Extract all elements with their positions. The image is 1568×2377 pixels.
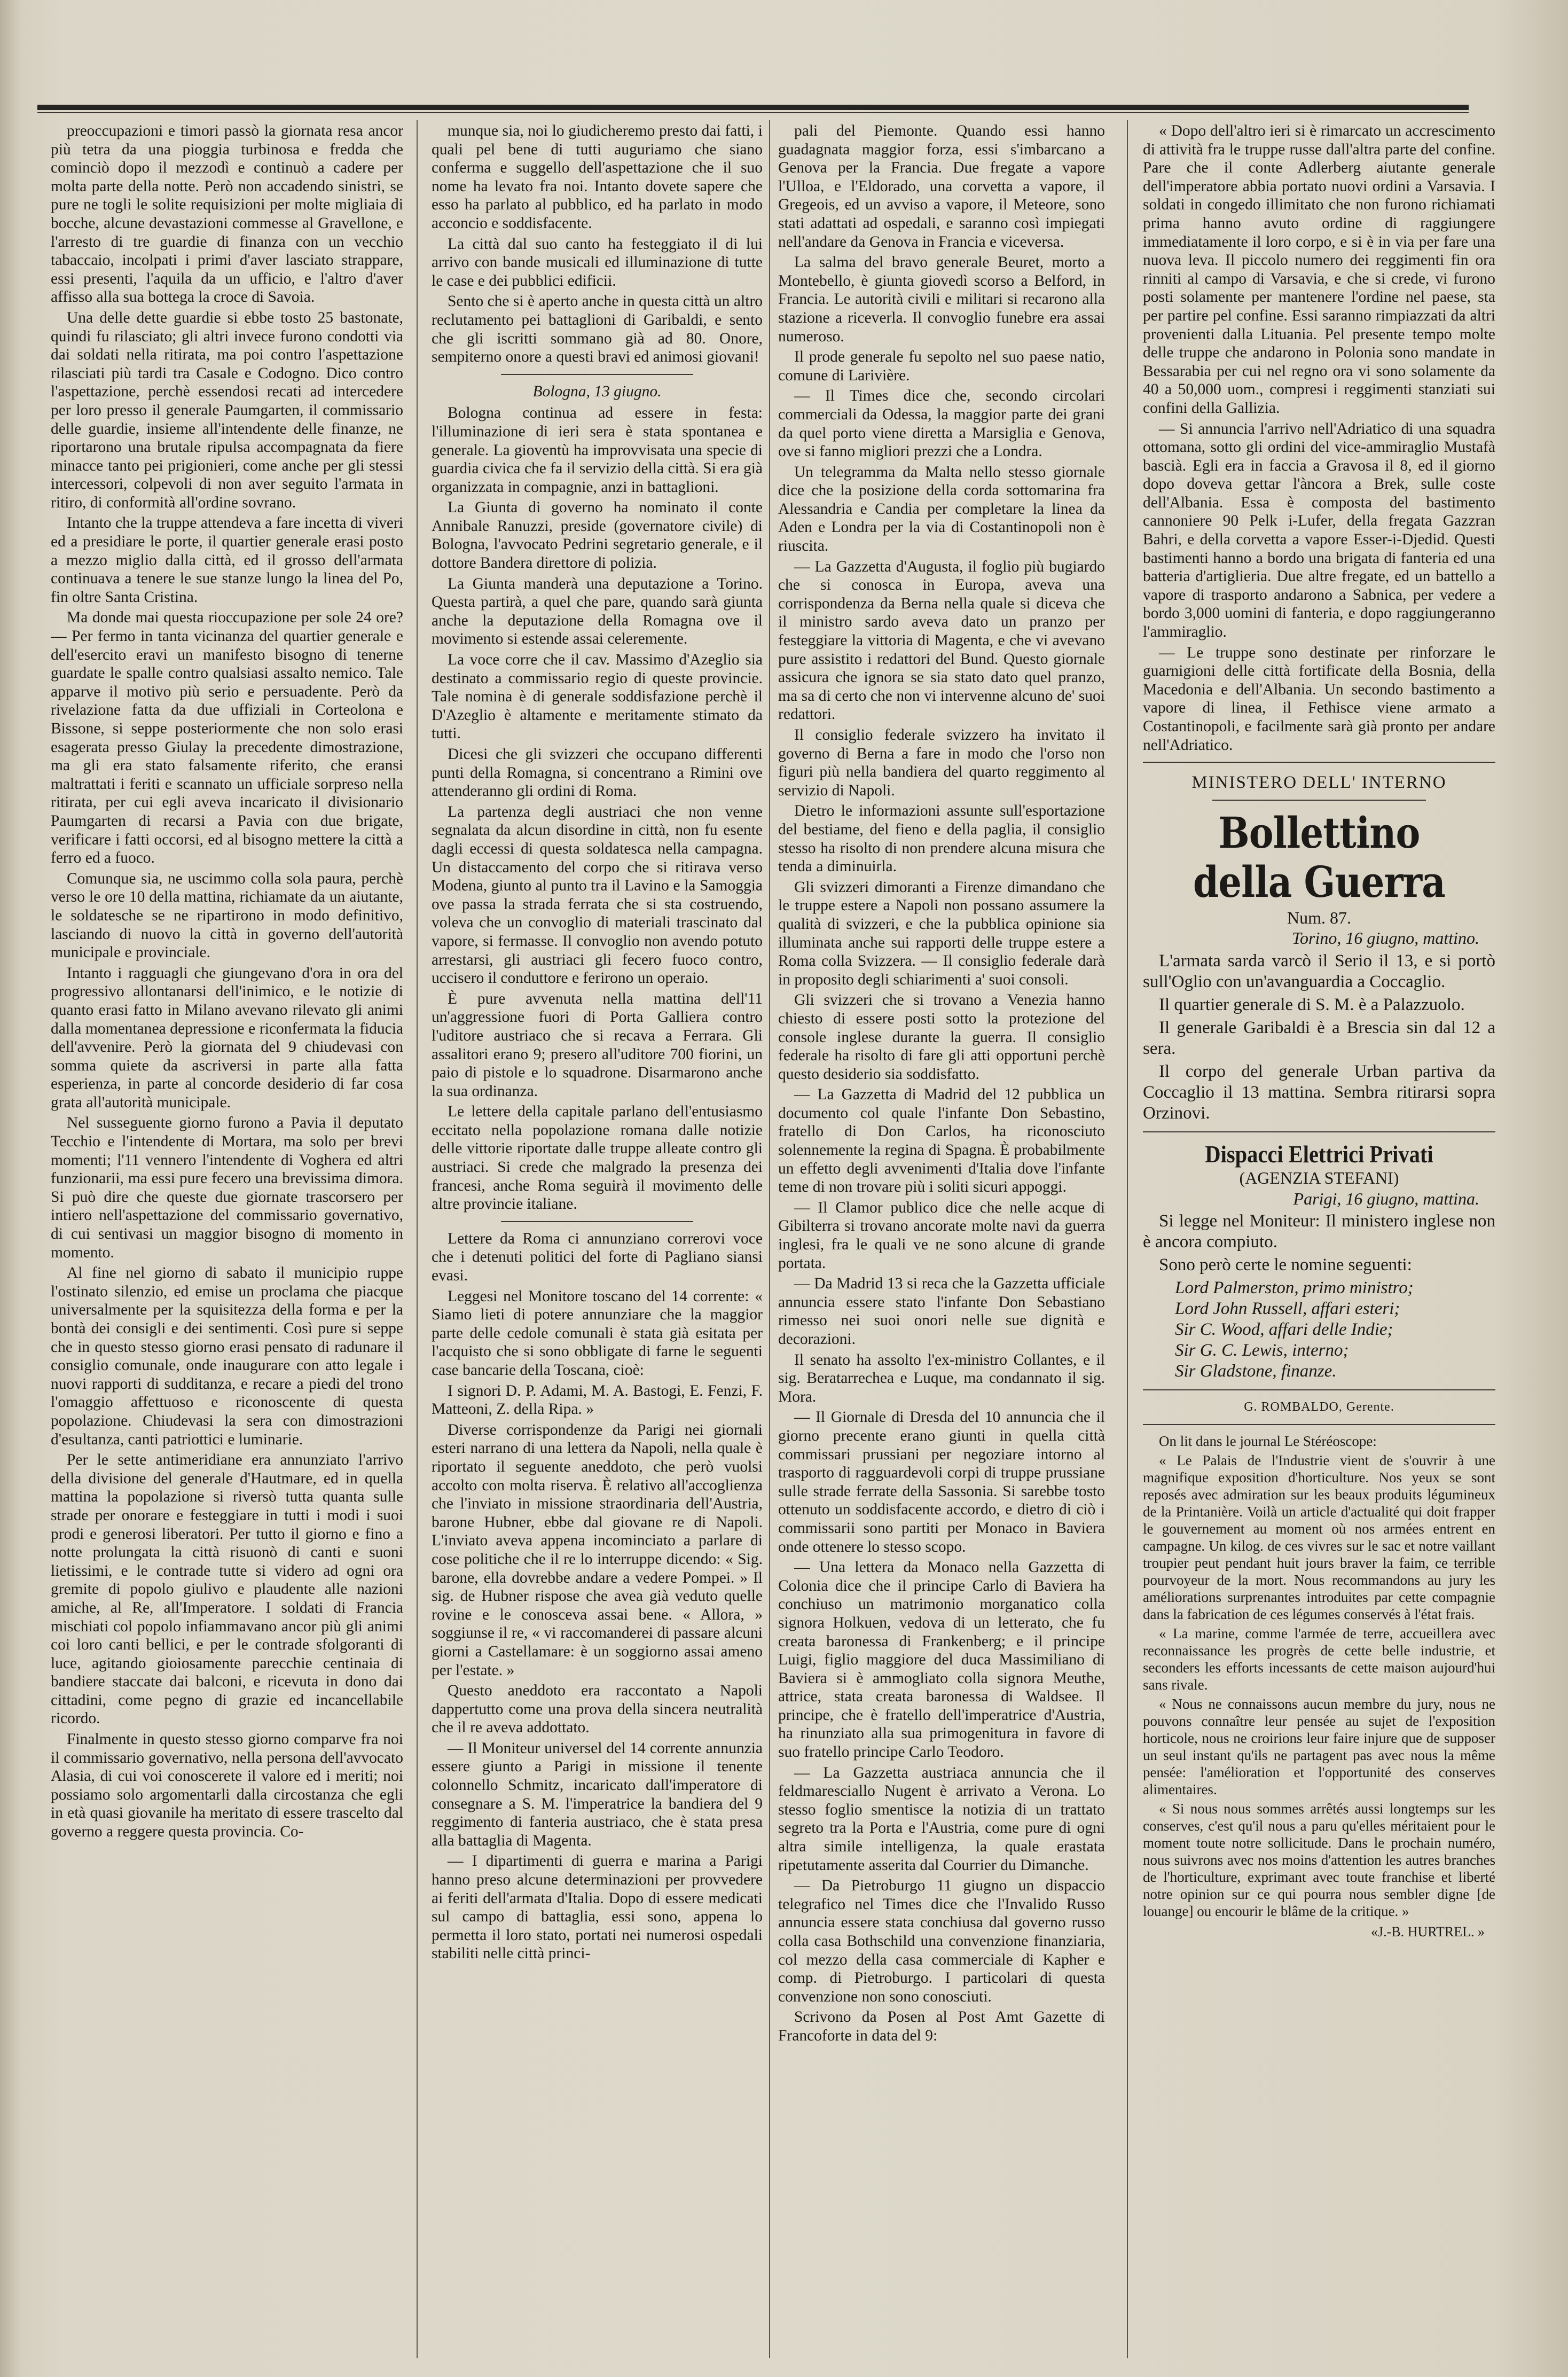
paragraph: — Da Madrid 13 si reca che la Gazzetta ufficiale annuncia essere stato l'infante Don Sebastiano rimesso nei suoi onori nelle sue dignità e decorazioni.	[778, 1275, 1105, 1348]
dateline-bologna: Bologna, 13 giugno.	[532, 382, 662, 400]
paragraph: È pure avvenuta nella mattina dell'11 un'aggressione fuori di Porta Galliera contro l'uditore austriaco che si recava a Ferrara. Gli assalitori erano 9; presero all'uditore 700 fiorini, un paio di pistole e lo squadrone. Disarmarono anche la sua ordinanza.	[432, 990, 763, 1100]
paragraph: — La Gazzetta d'Augusta, il foglio più bugiardo che si conosca in Europa, aveva una corrispondenza da Berna nella quale si diceva che il ministro sardo aveva dato un pranzo per festeggiare la vittoria di Magenta, e che vi avevano pure assistito i redattori del Bund. Questo giornale assicura che ignora se sia stato dato quel pranzo, ma sa di certo che non vi intervenne alcuno de' suoi redattori.	[778, 558, 1105, 723]
paragraph: — Una lettera da Monaco nella Gazzetta di Colonia dice che il principe Carlo di Baviera ha conchiuso un matrimonio morganatico colla signora Holkuen, vedova di un letterato, che fu creata baronessa di Frankenberg; e il principe Luigi, figlio maggiore del duca Massimiliano di Baviera si è ammogliato colla signora Meuthe, attrice, stata creata baronessa di Waldsee. Il principe, che è fratello dell'imperatrice d'Austria, ha rinunziato alla sua primogenitura in favore di suo fratello principe Carlo Teodoro.	[778, 1559, 1105, 1761]
paragraph: Il consiglio federale svizzero ha invitato il governo di Berna a fare in modo che l'orso non figuri più nella bandiera del quarto reggimento al servizio di Napoli.	[778, 726, 1105, 799]
paragraph: — La Gazzetta austriaca annuncia che il feldmaresciallo Nugent è arrivato a Verona. Lo stesso foglio smentisce la notizia di un trattato segreto tra la Porta e l'Austria, come pure di ogni altra simile intelligenza, la quale erastata ripetutamente asserita dal Courrier du Dimanche.	[778, 1764, 1105, 1874]
minister-name: Sir Gladstone, finanze.	[1175, 1362, 1337, 1381]
paragraph: Per le sette antimeridiane era annunziato l'arrivo della divisione del generale d'Hautmare, ed in quella mattina la popolazione si riversò tutta quanta sulle strade per onorare e festeggiare in tutti i modi i suoi prodi e generosi liberatori. Per tutto il giorno e fino a notte prolungata la città risuonò di canti e suoni lietissimi, e le contrade tutte si videro ad ogni ora gremite di popolo giulivo e plaudente alle nazioni amiche, al Re, all'Imperatore. I soldati di Francia mischiati col popolo infiammavano ancor più gli animi coi loro canti bellici, e per le contrade sfolgoranti di luce, agitando gioiosamente parecchie centinaia di bandiere staccate dai balconi, e ricevuta in dono dai cittadini, come pegno di grazie ed incancellabile ricordo.	[51, 1451, 403, 1727]
paragraph: La partenza degli austriaci che non venne segnalata da alcun disordine in città, non fu esente dagli eccessi di questa soldatesca nella campagna. Un distaccamento del corpo che si ritirava verso Modena, giunto al punto tra il Lavino e la Samoggia ove passa la strada ferrata che si sta costruendo, voleva che un convoglio di materiali trascinato dal vapore, si fermasse. Il convoglio non avendo potuto arrestarsi, gli austriaci gli fecero fuoco contro, uccisero il conduttore e ferirono un operaio.	[432, 803, 763, 987]
minister-name: Lord John Russell, affari esteri;	[1175, 1299, 1400, 1319]
paragraph: Dicesi che gli svizzeri che occupano differenti punti della Romagna, si concentrano a Rimini ove attenderanno gli ordini di Roma.	[432, 746, 763, 800]
top-rule-thin	[37, 112, 1469, 113]
paragraph: La Giunta di governo ha nominato il conte Annibale Ranuzzi, preside (governatore civile) di Bologna, l'avvocato Pedrini segretario generale, e il dottore Bandera direttore di polizia.	[432, 499, 763, 572]
section-rule	[1143, 1131, 1495, 1132]
section-rule	[501, 1221, 693, 1222]
dispatch-paragraph: Sono però certe le nomine seguenti:	[1159, 1255, 1412, 1275]
section-rule	[1212, 800, 1426, 801]
paragraph: « Dopo dell'altro ieri si è rimarcato un accrescimento di attività fra le truppe russe dall'altra parte del confine. Pare che il conte Adlerberg aiutante generale dell'imperatore abbia portato nuovi ordini a Varsavia. I soldati in congedo illimitato che non furono richiamati prima hanno avuto ordine di raggiungere immediatamente il loro corpo, e si è in via per fare una nuova leva. Il piccolo numero dei reggimenti fin ora rinniti al campo di Varsavia, e che si crede, vi furono posti solamente per mantenere l'ordine nel paese, sta per partire pel confine. Essi saranno rimpiazzati da altri provenienti dalla Lituania. Pel presente tempo molte delle truppe che andarono in Polonia sono mandate in Bessarabia per cui nel regno ora vi sono solamente da 40 a 50,000 uom., compresi i reggimenti stanziati sui confini della Gallizia.	[1143, 122, 1495, 417]
section-rule	[1143, 1424, 1495, 1425]
paragraph: — La Gazzetta di Madrid del 12 pubblica un documento col quale l'infante Don Sebastino, fratello di Don Carlos, ha riconosciuto solennemente la regina di Spagna. È probabilmente un effetto degli avvenimenti d'Italia dove l'infante teme di non trovare più i soliti sicuri appoggi.	[778, 1086, 1105, 1196]
column-divider	[1127, 120, 1128, 2358]
bulletin-title: Bollettino della Guerra	[1193, 807, 1445, 907]
ministry-heading: MINISTERO DELL' INTERNO	[1191, 773, 1447, 793]
bulletin-paragraph: L'armata sarda varcò il Serio il 13, e si portò sull'Oglio con un'avanguardia a Coccaglio.	[1143, 951, 1495, 991]
paragraph: — Si annuncia l'arrivo nell'Adriatico di una squadra ottomana, sotto gli ordini del vice-ammiraglio Mustafà bascià. Egli era in faccia a Gravosa il 8, ed il giorno dopo doveva gettar l'àncora a Brek, sulle coste dell'Albania. Essa è composta del bastimento cannoniere 90 Pelk i-Lufer, della fregata Gazzran Bahri, e della corvetta a vapore Esser-i-Djedid. Questi bastimenti hanno a bordo una brigata di fanteria ed una batteria d'artiglieria. Due altre fregate, ed un battello a vapore di trasporto andarono a Sabnica, per vedere a bordo 3,000 uomini di fanteria, e dopo raggiungeranno l'ammiraglio.	[1143, 420, 1495, 641]
paragraph: Dietro le informazioni assunte sull'esportazione del bestiame, del fieno e della paglia, il consiglio stesso ha risolto di non prendere alcuna misura che tenda a diminuirla.	[778, 802, 1105, 875]
paragraph: Il senato ha assolto l'ex-ministro Collantes, e il sig. Beratarrechea e Luque, ma condannato il sig. Mora.	[778, 1351, 1105, 1405]
french-paragraph: On lit dans le journal Le Stéréoscope:	[1159, 1433, 1377, 1449]
paragraph: Un telegramma da Malta nello stesso giornale dice che la posizione della corda sottomarina fra Alessandria e Candia per completare la linea da Aden e Londra per la via di Costantinopoli non è riuscita.	[778, 463, 1105, 555]
column-divider	[769, 120, 770, 2358]
paragraph: — Il Times dice che, secondo circolari commerciali da Odessa, la maggior parte dei grani da quel porto viene diretta a Marsiglia e Genova, ove si fanno migliori prezzi che a Londra.	[778, 387, 1105, 460]
section-rule	[1143, 1389, 1495, 1390]
french-paragraph: « Si nous nous sommes arrêtés aussi longtemps sur les conserves, c'est qu'il nous a paru qu'elles méritaient pour le moment toute notre sollicitude. Dans le prochain numéro, nous suivrons avec nos moins d'attention les autres branches de l'horticulture, exprimant avec toute franchise et liberté notre opinion sur ce qui pourra nous sembler digne [de louange] ou encourir le blâme de la critique. »	[1143, 1800, 1495, 1919]
paragraph: Le lettere della capitale parlano dell'entusiasmo eccitato nella popolazione romana dalle notizie delle vittorie riportate dalle truppe alleate contro gli austriaci. Si crede che malgrado la presenza dei francesi, anche Roma seguirà il movimento delle altre provincie italiane.	[432, 1103, 763, 1213]
paragraph: La voce corre che il cav. Massimo d'Azeglio sia destinato a commissario regio di queste provincie. Tale nomina è di generale soddisfazione perchè il D'Azeglio è altamente e meritamente stimato da tutti.	[432, 651, 763, 742]
paragraph: Questo aneddoto era raccontato a Napoli dappertutto come una prova della sincera neutralità che il re aveva addottato.	[432, 1682, 763, 1737]
column-4	[1143, 122, 1495, 2355]
paragraph: Scrivono da Posen al Post Amt Gazette di Francoforte in data del 9:	[778, 2008, 1105, 2044]
editor-signature: G. ROMBALDO, Gerente.	[1244, 1400, 1394, 1414]
agency-label: (AGENZIA STEFANI)	[1239, 1168, 1399, 1187]
paragraph: munque sia, noi lo giudicheremo presto dai fatti, i quali pel bene di tutti auguriamo che siano conferma e suggello dell'aspettazione che il suo nome ha levato fra noi. Intanto dovete sapere che esso ha parlato al pubblico, ed ha parlato in modo acconcio e soddisfacente.	[432, 122, 763, 232]
paragraph: — Il Clamor publico dice che nelle acque di Gibilterra si trovano ancorate molte navi da guerra inglesi, fra le quali ve ne sono alcune di grande portata.	[778, 1199, 1105, 1272]
paragraph: Comunque sia, ne uscimmo colla sola paura, perchè verso le ore 10 della mattina, richiamate da un aiutante, le soldatesche se ne ripartirono in modo definitivo, lasciando di nuovo la città in governo dell'autorità municipale e provinciale.	[51, 870, 403, 961]
paragraph: — Il Moniteur universel del 14 corrente annunzia essere giunto a Parigi in missione il tenente colonnello Schmitz, incaricato dall'imperatore di consegnare a S. M. l'imperatrice la bandiera del 9 reggimento di fanteria austriaco, che è stata presa alla battaglia di Magenta.	[432, 1739, 763, 1849]
paragraph: preoccupazioni e timori passò la giornata resa ancor più tetra da una pioggia turbinosa e fredda che cominciò dopo il mezzodì e continuò a cadere per molta parte della notte. Però non accadendo sinistri, se pure ne togli le solite requisizioni per molte migliaia di bocche, alcune devastazioni commesse al Gravellone, e l'arresto di tre guardie di finanza con un vecchio tabaccaio, incolpati i primi d'aver lasciato strappare, essi presenti, l'aquila da un ufficio, e l'altro d'aver affisso alla sua bottega la croce di Savoia.	[51, 122, 403, 306]
paragraph: — Le truppe sono destinate per rinforzare le guarnigioni delle città fortificate della Bosnia, della Macedonia e dell'Albania. Un secondo bastimento a vapore di linea, il Fethisce viene armato a Costantinopoli, e facilmente sarà già pronto per andare nell'Adriatico.	[1143, 644, 1495, 754]
dispatches-title: Dispacci Elettrici Privati	[1205, 1140, 1433, 1168]
french-signature: «J.-B. HURTREL. »	[1371, 1924, 1485, 1940]
french-paragraph: « La marine, comme l'armée de terre, accueillera avec reconnaissance les progrès de cette belle industrie, et seconders les efforts incessants de cette maison aujourd'hui sans rivale.	[1143, 1625, 1495, 1693]
column-3	[778, 122, 1105, 2355]
paragraph: Finalmente in questo stesso giorno comparve fra noi il commissario governativo, nella persona dell'avvocato Alasia, di cui voi conoscerete il valore ed i meriti; noi possiamo solo argomentarli dalla circostanza che egli in età quasi giovanile ha meritato di essere trascelto dal governo a reggere questa provincia. Co-	[51, 1731, 403, 1841]
section-rule	[1143, 762, 1495, 763]
section-rule	[501, 374, 693, 375]
paragraph: Il prode generale fu sepolto nel suo paese natio, comune di Larivière.	[778, 348, 1105, 384]
paragraph: — Da Pietroburgo 11 giugno un dispaccio telegrafico nel Times dice che l'Invalido Russo annuncia essere stata conchiusa dal governo russo colla casa Bothschild una convenzione finanziaria, col mezzo della casa commerciale di Kapher e comp. di Pietroburgo. I particolari di questa convenzione non sono conosciuti.	[778, 1877, 1105, 2005]
paragraph: I signori D. P. Adami, M. A. Bastogi, E. Fenzi, F. Matteoni, Z. della Ripa. »	[432, 1382, 763, 1418]
paragraph: Leggesi nel Monitore toscano del 14 corrente: « Siamo lieti di potere annunziare che la maggior parte delle cedole comunali è stata già esitata per l'acquisto che si sono obbligate di farne le seguenti case bancarie della Toscana, cioè:	[432, 1287, 763, 1379]
column-1	[51, 122, 403, 2355]
minister-name: Lord Palmerston, primo ministro;	[1175, 1278, 1414, 1298]
paragraph: Ma donde mai questa rioccupazione per sole 24 ore? — Per fermo in tanta vicinanza del quartier generale e dell'esercito eravi un manifesto bisogno di tenerne guardate le spalle contro qualsiasi assalto nemico. Tale apparve il motivo più serio e persuadente. Però da rivelazione fatta da due uffiziali in Corteolona e Bissone, si seppe posteriormente che non solo erasi esagerata presso Giulay la precedente dimostrazione, ma gli era stato falsamente riferito, che eransi maltrattati i feriti e scannato un ufficiale sorpreso nella ritirata, per cui egli aveva incaricato il divisionario Paumgarten di recarsi a Pavia con due brigate, verificare i fatti occorsi, ed al bisogno mettere la città a ferro ed a fuoco.	[51, 609, 403, 867]
paragraph: La salma del bravo generale Beuret, morto a Montebello, è giunta giovedì scorso a Belford, in Francia. Le autorità civili e militari si recarono alla stazione a riceverla. Il convoglio funebre era assai numeroso.	[778, 254, 1105, 345]
top-rule	[37, 105, 1469, 110]
paragraph: Sento che si è aperto anche in questa città un altro reclutamento pei battaglioni di Garibaldi, e sento che gli iscritti sommano già ad 80. Onore, sempiterno onore a questi bravi ed animosi giovani!	[432, 293, 763, 366]
paragraph: Intanto i ragguagli che giungevano d'ora in ora del progressivo allontanarsi dell'inimico, e le notizie di quanto erasi fatto in Milano avevano rilevato gli animi dalla momentanea depressione e riconfermata la fiducia dell'avvenire. Però la giornata del 9 chiudevasi con somma quiete da ascriversi in parte alla fatta esperienza, in parte al concorde desiderio di far cosa grata all'autorità municipale.	[51, 964, 403, 1111]
bulletin-number: Num. 87.	[1287, 908, 1351, 927]
paragraph: — I dipartimenti di guerra e marina a Parigi hanno preso alcune determinazioni per provvedere ai feriti dell'armata d'Italia. Dopo di essere medicati sul campo di battaglia, essi sono, appena lo permetta il loro stato, portati nei numerosi ospedali stabiliti nelle città princi-	[432, 1852, 763, 1962]
french-paragraph: « Nous ne connaissons aucun membre du jury, nous ne pouvons connaître leur pensée au sujet de l'exposition horticole, nous ne croirions leur faire injure que de supposer un seul instant qu'ils ne partagent pas avec nous la même pensée: l'amélioration et l'opportunité des conserves alimentaires.	[1143, 1695, 1495, 1797]
paragraph: Al fine nel giorno di sabato il municipio ruppe l'ostinato silenzio, ed emise un proclama che piacque universalmente per la squisitezza della forma e per la bontà dei consigli e dei sentimenti. Così pure si seppe che in questo stesso giorno erasi pensato di radunare il consiglio comunale, onde inaugurare con atto legale i nuovi rapporti di sudditanza, e recare a piedi del trono l'omaggio affettuoso e riconoscente di questa popolazione. Chiudevasi la sera con dimostrazioni d'esultanza, canti patriottici e luminarie.	[51, 1264, 403, 1448]
minister-name: Sir C. Wood, affari delle Indie;	[1175, 1320, 1393, 1340]
column-2	[432, 122, 763, 2355]
paragraph: Una delle dette guardie si ebbe tosto 25 bastonate, quindi fu rilasciato; gli altri invece furono condotti via dai soldati nella ritirata, ma poi contro l'aspettazione rilasciati più tardi tra Casale e Codogno. Dico contro l'aspettazione, perchè essendosi recati ad intercedere per loro presso il generale Paumgarten, il commissario delle guardie, insieme all'intendente delle finanze, ne riportarono una brutale ripulsa accompagnata da fiere minacce tanto pei prigionieri, come anche per gli stessi intercessori, colpevoli di non aver seguito l'armata in ritiro, di conformità all'ordine sovrano.	[51, 309, 403, 511]
dispatches-dateline: Parigi, 16 giugno, mattina.	[1293, 1188, 1479, 1208]
bulletin-dateline: Torino, 16 giugno, mattino.	[1292, 928, 1479, 948]
bulletin-paragraph: Il quartier generale di S. M. è a Palazzuolo.	[1159, 995, 1465, 1014]
bulletin-paragraph: Il generale Garibaldi è a Brescia sin dal 12 a sera.	[1143, 1018, 1495, 1058]
paragraph: Gli svizzeri dimoranti a Firenze dimandano che le truppe estere a Napoli non possano assumere la qualità di svizzeri, e che la pubblica opinione sia illuminata anche sui rapporti delle truppe estere a Roma colla Svizzera. — Il consiglio federale darà in proposito degli schiarimenti a' suoi consoli.	[778, 878, 1105, 988]
paragraph: Intanto che la truppe attendeva a fare incetta di viveri ed a presidiare le porte, il quartier generale erasi posto a mezzo miglio dalla città, ed il grosso dell'armata continuava a tenere le sue stanze lungo la linea del Po, fin oltre Santa Cristina.	[51, 514, 403, 606]
paragraph: Nel susseguente giorno furono a Pavia il deputato Tecchio e l'intendente di Mortara, ma solo per brevi momenti; l'11 vennero l'intendente di Voghera ed altri funzionarii, ma essi pure fecero una brevissima dimora. Si può dire che queste due giornate trascorsero per intiero nell'aspettazione del commissario governativo, di cui sentivasi un maggior bisogno di momento in momento.	[51, 1114, 403, 1261]
paragraph: Gli svizzeri che si trovano a Venezia hanno chiesto di essere posti sotto la protezione del console inglese durante la guerra. Il consiglio federale ha risolto di fare gli atti opportuni perchè questo desiderio sia soddisfatto.	[778, 991, 1105, 1083]
paragraph: Diverse corrispondenze da Parigi nei giornali esteri narrano di una lettera da Napoli, nella quale è riportato il seguente aneddoto, che però vuolsi accolto con molta riserva. È relativo all'accoglienza che l'inviato in missione straordinaria dell'Austria, barone Hubner, ebbe dal giovane re di Napoli. L'inviato aveva appena incominciato a parlare di cose politiche che il re lo interruppe dicendo: « Sig. barone, ella dovrebbe andare a vedere Pompei. » Il sig. de Hubner rispose che avea già veduto quelle rovine e le conosceva assai bene. « Allora, » soggiunse il re, « vi raccomanderei di passare alcuni giorni a Castellamare: è un soggiorno assai ameno per l'estate. »	[432, 1421, 763, 1679]
paragraph: La città dal suo canto ha festeggiato il di lui arrivo con bande musicali ed illuminazione di tutte le case e dei pubblici edificii.	[432, 235, 763, 290]
bulletin-paragraph: Il corpo del generale Urban partiva da Coccaglio il 13 mattina. Sembra ritirarsi sopra Orzinovi.	[1143, 1061, 1495, 1123]
paragraph: pali del Piemonte. Quando essi hanno guadagnata maggior forza, essi s'imbarcano a Genova per la Francia. Due fregate a vapore l'Ulloa, e l'Eldorado, una corvetta a vapore, il Gregeois, ed un avviso a vapore, il Meteore, sono stati adattati ad ospedali, e saranno così impiegati nell'andare da Genova in Francia e viceversa.	[778, 122, 1105, 251]
paragraph: La Giunta manderà una deputazione a Torino. Questa partirà, a quel che pare, quando sarà giunta anche la deputazione della Romagna ove il movimento si estende assai celeremente.	[432, 575, 763, 648]
french-paragraph: « Le Palais de l'Industrie vient de s'ouvrir à une magnifique exposition d'horticulture. Nos yeux se sont reposés avec admiration sur les beaux produits légumineux de la Printanière. Voilà un article d'actualité qui doit frapper le gouvernement au moment où nos armées entrent en campagne. Un kilog. de ces vivres sur le sac et notre vaillant troupier peut pendant huit jours braver la faim, ce terrible pourvoyeur de la mort. Nous recommandons au jury les améliorations surprenantes introduites par cette compagnie dans la fabrication de ces légumes conservés à l'état frais.	[1143, 1452, 1495, 1622]
paragraph: — Il Giornale di Dresda del 10 annuncia che il giorno precente erano giunti in quella città commissari prussiani per negoziare intorno al trasporto di ragguardevoli corpi di truppe prussiane sulle strade ferrate della Sassonia. Si sarebbe tosto ottenuto un soddisfacente accordo, e dietro di ciò i commissarii sono partiti per Monaco in Baviera onde ottenere lo stesso scopo.	[778, 1409, 1105, 1555]
minister-name: Sir G. C. Lewis, interno;	[1175, 1341, 1349, 1360]
paragraph: Lettere da Roma ci annunziano correrovi voce che i detenuti politici del forte di Pagliano siansi evasi.	[432, 1230, 763, 1285]
paragraph: Bologna continua ad essere in festa: l'illuminazione di ieri sera è stata spontanea e generale. La gioventù ha improvvisata una specie di guardia civica che fa il servizio della città. Si era già organizzata in compagnie, anzi in battaglioni.	[432, 404, 763, 496]
column-divider	[417, 120, 418, 2358]
dispatch-paragraph: Si legge nel Moniteur: Il ministero inglese non è ancora compiuto.	[1143, 1211, 1495, 1252]
